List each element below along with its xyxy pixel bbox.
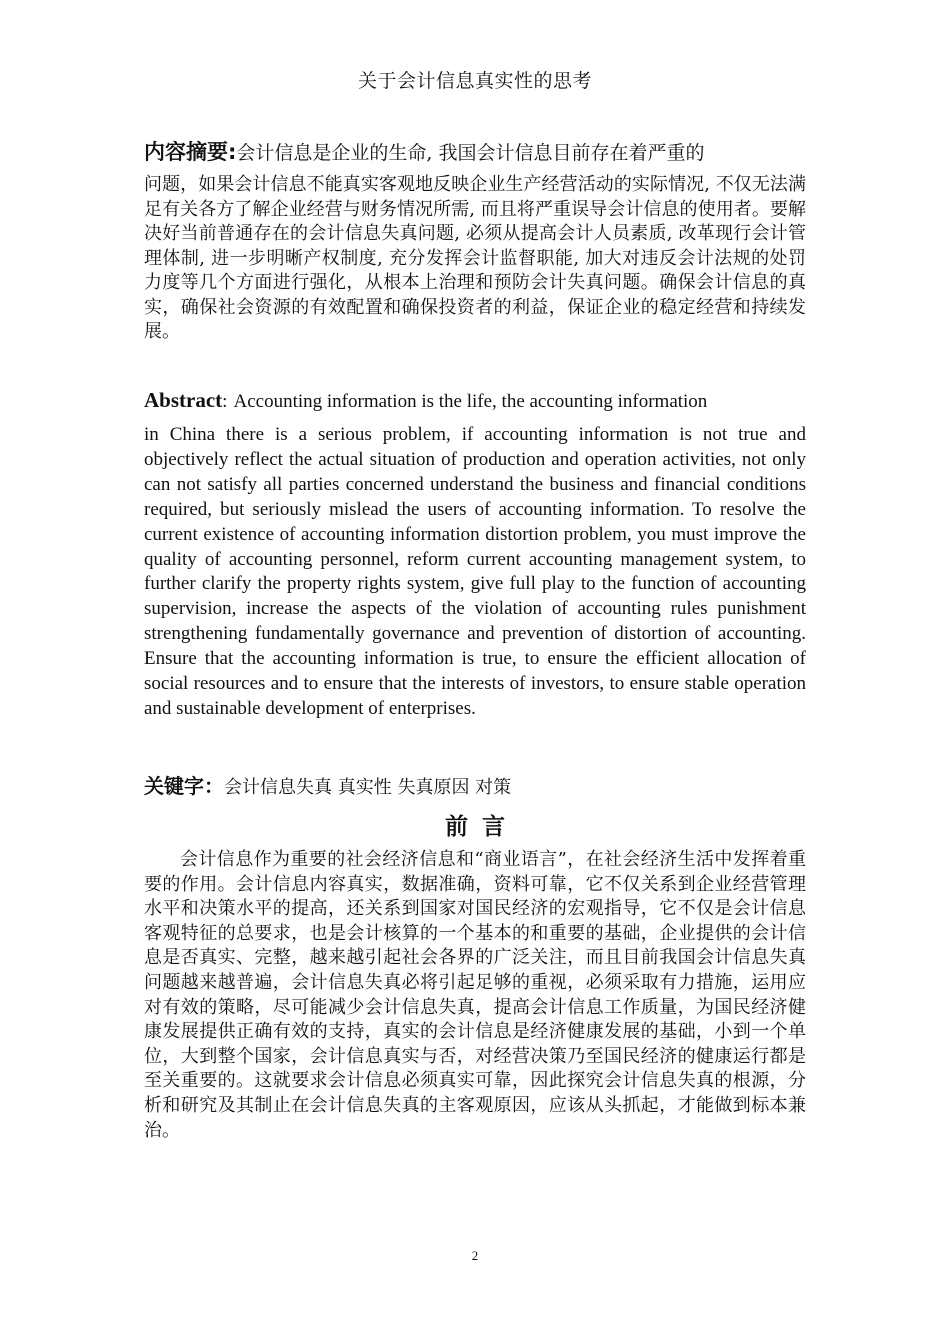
english-abstract-body: in China there is a serious problem, if accounting information is not true and objectively reflect the actual situation of production and operation activities, not only can not satisfy all parties concerned understand the business and financial conditions required, but seriously mislead the users of accounting information. To resolve the current existence of accounting information distortion problem, you must improve the quality of accounting personnel, reform current accounting management system, to further clarify the property rights system, give full play to the function of accounting supervision, increase the aspects of the violation of accounting rules punishment strengthening fundamentally governance and prevention of distortion of accounting. Ensure that the accounting information is true, to ensure the efficient allocation of social resources and to ensure that the interests of investors, to ensure stable operation and sustainable development of enterprises. [144,424,806,719]
keywords-value: 会计信息失真 真实性 失真原因 对策 [224,777,512,798]
page-header-title: 关于会计信息真实性的思考 [357,70,592,92]
chinese-abstract-separator: : [228,140,237,164]
chinese-abstract-first-line [144,136,806,169]
english-abstract [144,384,806,722]
english-abstract-first-line [144,384,806,418]
keywords-line [144,774,806,800]
english-abstract-label: Abstract [144,388,223,412]
chinese-abstract-label: 内容摘要 [144,140,228,164]
chinese-abstract [144,136,806,345]
chinese-abstract-first-line-text: 会计信息是企业的生命, 我国会计信息目前存在着严重的 [236,142,705,164]
english-abstract-separator: : [222,391,228,412]
preface-title: 前言 [445,814,519,840]
english-abstract-first-line-text: Accounting information is the life, the accounting information [233,391,708,412]
page-number: 2 [471,1248,479,1263]
keywords-label: 关键字 [144,774,204,798]
chinese-abstract-body: 问题，如果会计信息不能真实客观地反映企业生产经营活动的实际情况, 不仅无法满足有关各方了解企业经营与财务情况所需, 而且将严重误导会计信息的使用者。要解决好当前普通存在的会计信息失真问题, 必须从提高会计人员素质, 改革现行会计管理体制, 进一步明晰产权制度, 充分发挥会计监督职能, 加大对违反会计法规的处罚力度等几个方面进行强化，从根本上治理和预防会计失真问题。确保会计信息的真实，确保社会资源的有效配置和确保投资者的利益，保证企业的稳定经营和持续发展。 [144,174,806,342]
keywords-separator: ： [204,774,224,798]
preface-body: 会计信息作为重要的社会经济信息和“商业语言”，在社会经济生活中发挥着重要的作用。会计信息内容真实，数据准确，资料可靠，它不仅关系到企业经营管理水平和决策水平的提高，还关系到国家对国民经济的宏观指导，它不仅是会计信息客观特征的总要求，也是会计核算的一个基本的和重要的基础，企业提供的会计信息是否真实、完整，越来越引起社会各界的广泛关注，而且目前我国会计信息失真问题越来越普遍，会计信息失真必将引起足够的重视，必须采取有力措施，运用应对有效的策略，尽可能减少会计信息失真，提高会计信息工作质量，为国民经济健康发展提供正确有效的支持，真实的会计信息是经济健康发展的基础，小到一个单位，大到整个国家，会计信息真实与否，对经营决策乃至国民经济的健康运行都是至关重要的。这就要求会计信息必须真实可靠，因此探究会计信息失真的根源，分析和研究及其制止在会计信息失真的主客观原因，应该从头抓起，才能做到标本兼治。 [144,849,806,1141]
